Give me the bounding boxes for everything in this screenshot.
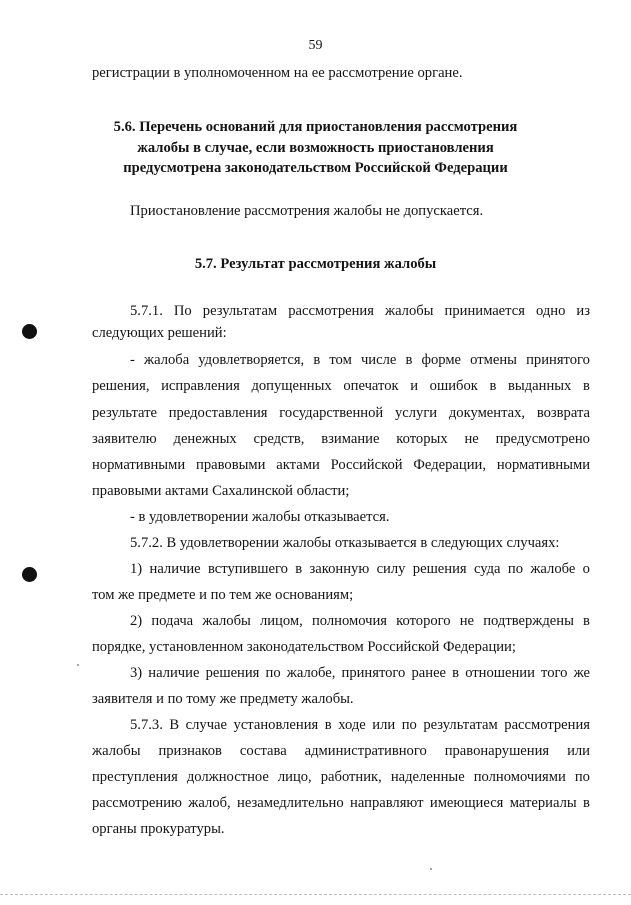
scan-edge-line — [0, 894, 631, 895]
justified-line — [130, 612, 590, 630]
word: признаков — [158, 743, 222, 759]
word: материалы — [509, 795, 577, 811]
word: жалоба — [144, 352, 190, 368]
word: принятого — [341, 665, 406, 681]
word: отмены — [470, 352, 517, 368]
word: в — [583, 795, 590, 811]
scan-speck — [430, 868, 432, 870]
word: ошибок — [429, 378, 478, 394]
word: лицом, — [259, 613, 303, 629]
word: лицо, — [277, 769, 312, 785]
word: в — [313, 352, 321, 368]
word: В — [169, 717, 180, 733]
word: актами — [276, 457, 320, 473]
word: не — [459, 613, 475, 629]
justified-line — [92, 377, 590, 395]
word: которого — [396, 613, 451, 629]
word: опечаток — [343, 378, 399, 394]
word: документах, — [448, 405, 526, 421]
justified-line — [92, 794, 590, 812]
word: правонарушения — [444, 743, 550, 759]
justified-line — [130, 560, 590, 578]
word: наличие — [148, 665, 200, 681]
word: в — [324, 717, 332, 733]
justified-line — [130, 716, 590, 734]
word: по — [401, 717, 417, 733]
page-number: 59 — [308, 38, 323, 53]
text-line: правовыми актами Сахалинской области; — [92, 483, 350, 499]
word: рассмотрения — [288, 303, 374, 319]
word: результатам — [202, 303, 278, 319]
word: того — [541, 665, 568, 681]
section-heading-5-6-line-1: 5.6. Перечень оснований для приостановления рассмотрения — [113, 119, 518, 135]
word: направляют — [350, 795, 424, 811]
text-line: следующих решений: — [92, 325, 227, 341]
binder-hole-mark — [22, 567, 37, 582]
word: том — [329, 352, 352, 368]
word: незамедлительно — [237, 795, 344, 811]
word: Российской — [330, 457, 403, 473]
word: результатам — [423, 717, 498, 733]
word: в — [583, 378, 590, 394]
word: решения — [412, 561, 467, 577]
text-line: порядке, установленном законодательством Российской Федерации; — [92, 639, 516, 655]
text-line: - в удовлетворении жалобы отказывается. — [130, 509, 390, 525]
word: государственной — [279, 405, 384, 421]
justified-line — [92, 456, 590, 474]
word: административного — [304, 743, 427, 759]
word: жалобы — [92, 743, 141, 759]
text-line: органы прокуратуры. — [92, 821, 225, 837]
word: из — [576, 303, 590, 319]
word: взимание — [321, 431, 380, 447]
word: 5.7.1. — [130, 303, 163, 319]
word: отношении — [465, 665, 535, 681]
word: полномочиями — [473, 769, 566, 785]
word: вступившего — [208, 561, 288, 577]
word: денежных — [173, 431, 237, 447]
word: предоставления — [168, 405, 268, 421]
justified-line — [130, 664, 590, 682]
word: подача — [151, 613, 194, 629]
word: средств, — [253, 431, 305, 447]
justified-line — [92, 404, 590, 422]
word: в — [489, 378, 497, 394]
word: принимается — [444, 303, 525, 319]
word: по — [507, 561, 523, 577]
paragraph-5-6: Приостановление рассмотрения жалобы не допускается. — [130, 203, 484, 219]
word: же — [573, 665, 590, 681]
word: законную — [309, 561, 370, 577]
word: в — [295, 561, 303, 577]
word: в — [405, 352, 413, 368]
word: суда — [473, 561, 501, 577]
word: или — [567, 743, 590, 759]
word: имеющиеся — [429, 795, 504, 811]
word: не — [464, 431, 479, 447]
word: удовлетворяется, — [198, 352, 305, 368]
word: наличие — [149, 561, 201, 577]
word: которых — [396, 431, 448, 447]
justified-line — [92, 742, 590, 760]
word: и — [410, 378, 419, 394]
word: предусмотрено — [495, 431, 590, 447]
word: подтверждены — [483, 613, 574, 629]
word: рассмотрения — [504, 717, 590, 733]
word: жалоб, — [188, 795, 231, 811]
word: исправления — [161, 378, 240, 394]
word: 2) — [130, 613, 143, 629]
word: в — [452, 665, 460, 681]
word: силу — [376, 561, 406, 577]
word: заявителю — [92, 431, 157, 447]
word: жалобе — [530, 561, 576, 577]
word: Федерации, — [413, 457, 486, 473]
word: 3) — [130, 665, 143, 681]
justified-line — [92, 430, 590, 448]
section-heading-5-6-line-3: предусмотрена законодательством Российской Федерации — [123, 160, 508, 176]
word: ранее — [411, 665, 447, 681]
word: допущенных — [251, 378, 332, 394]
justified-line — [92, 768, 590, 786]
word: работник, — [320, 769, 382, 785]
word: результате — [92, 405, 157, 421]
word: числе — [360, 352, 397, 368]
word: в — [583, 613, 590, 629]
text-line: регистрации в уполномоченном на ее рассмотрение органе. — [92, 65, 463, 81]
word: По — [173, 303, 192, 319]
word: или — [372, 717, 396, 733]
word: выданных — [508, 378, 572, 394]
word: одно — [535, 303, 566, 319]
word: должностное — [186, 769, 269, 785]
word: о — [582, 561, 590, 577]
word: форме — [421, 352, 462, 368]
word: установления — [233, 717, 319, 733]
word: нормативными — [496, 457, 590, 473]
word: случае — [185, 717, 227, 733]
section-heading-5-6-line-2: жалобы в случае, если возможность приостановления — [137, 140, 494, 156]
word: 5.7.3. — [130, 717, 163, 733]
word: жалобы — [202, 613, 251, 629]
justified-line — [130, 302, 590, 320]
word: жалобе, — [286, 665, 336, 681]
word: жалобы — [384, 303, 434, 319]
word: состава — [239, 743, 287, 759]
justified-line — [130, 351, 590, 369]
word: нормативными — [92, 457, 186, 473]
scan-speck — [77, 664, 79, 666]
word: ходе — [338, 717, 366, 733]
word: полномочия — [311, 613, 387, 629]
word: по — [574, 769, 590, 785]
word: по — [265, 665, 281, 681]
text-line: 5.7.2. В удовлетворении жалобы отказывается в следующих случаях: — [130, 535, 560, 551]
word: решения — [205, 665, 260, 681]
word: наделенные — [390, 769, 465, 785]
word: услуги — [394, 405, 438, 421]
word: преступления — [92, 769, 178, 785]
word: - — [130, 352, 135, 368]
word: правовыми — [196, 457, 266, 473]
word: рассмотрению — [92, 795, 182, 811]
word: принятого — [526, 352, 590, 368]
text-line: заявителя и по тому же предмету жалобы. — [92, 691, 354, 707]
word: 1) — [130, 561, 143, 577]
text-line: том же предмете и по тем же основаниям; — [92, 587, 354, 603]
word: решения, — [92, 378, 150, 394]
binder-hole-mark — [22, 324, 37, 339]
section-heading-5-7: 5.7. Результат рассмотрения жалобы — [194, 256, 437, 272]
word: возврата — [536, 405, 590, 421]
